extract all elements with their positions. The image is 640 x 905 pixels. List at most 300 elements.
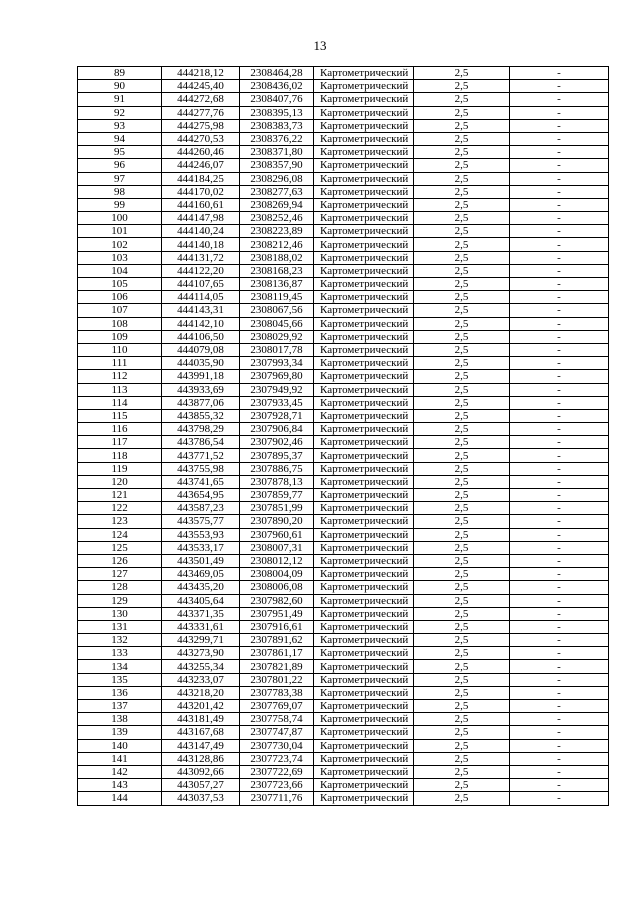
x-coordinate-cell: 444246,07	[162, 159, 240, 172]
description-cell: -	[510, 185, 609, 198]
x-coordinate-cell: 444147,98	[162, 212, 240, 225]
x-coordinate-cell: 444114,05	[162, 291, 240, 304]
point-number-cell: 101	[78, 225, 162, 238]
description-cell: -	[510, 726, 609, 739]
y-coordinate-cell: 2307886,75	[240, 462, 314, 475]
method-cell: Картометрический	[314, 620, 414, 633]
x-coordinate-cell: 443435,20	[162, 581, 240, 594]
point-number-cell: 113	[78, 383, 162, 396]
accuracy-cell: 2,5	[414, 383, 510, 396]
x-coordinate-cell: 443181,49	[162, 713, 240, 726]
point-number-cell: 120	[78, 475, 162, 488]
table-row	[78, 765, 609, 778]
x-coordinate-cell: 444106,50	[162, 330, 240, 343]
y-coordinate-cell: 2308269,94	[240, 198, 314, 211]
point-number-cell: 95	[78, 146, 162, 159]
accuracy-cell: 2,5	[414, 726, 510, 739]
method-cell: Картометрический	[314, 291, 414, 304]
table-row	[78, 594, 609, 607]
accuracy-cell: 2,5	[414, 291, 510, 304]
y-coordinate-cell: 2308395,13	[240, 106, 314, 119]
accuracy-cell: 2,5	[414, 752, 510, 765]
x-coordinate-cell: 443147,49	[162, 739, 240, 752]
description-cell: -	[510, 752, 609, 765]
method-cell: Картометрический	[314, 106, 414, 119]
point-number-cell: 132	[78, 634, 162, 647]
x-coordinate-cell: 443654,95	[162, 489, 240, 502]
method-cell: Картометрический	[314, 752, 414, 765]
x-coordinate-cell: 443218,20	[162, 686, 240, 699]
method-cell: Картометрический	[314, 686, 414, 699]
x-coordinate-cell: 443469,05	[162, 568, 240, 581]
y-coordinate-cell: 2307722,69	[240, 765, 314, 778]
point-number-cell: 138	[78, 713, 162, 726]
description-cell: -	[510, 396, 609, 409]
method-cell: Картометрический	[314, 67, 414, 80]
x-coordinate-cell: 443167,68	[162, 726, 240, 739]
point-number-cell: 107	[78, 304, 162, 317]
point-number-cell: 127	[78, 568, 162, 581]
accuracy-cell: 2,5	[414, 792, 510, 805]
accuracy-cell: 2,5	[414, 436, 510, 449]
accuracy-cell: 2,5	[414, 343, 510, 356]
description-cell: -	[510, 475, 609, 488]
y-coordinate-cell: 2307982,60	[240, 594, 314, 607]
method-cell: Картометрический	[314, 726, 414, 739]
point-number-cell: 133	[78, 647, 162, 660]
point-number-cell: 116	[78, 423, 162, 436]
method-cell: Картометрический	[314, 607, 414, 620]
description-cell: -	[510, 634, 609, 647]
x-coordinate-cell: 443405,64	[162, 594, 240, 607]
method-cell: Картометрический	[314, 119, 414, 132]
x-coordinate-cell: 443092,66	[162, 765, 240, 778]
method-cell: Картометрический	[314, 225, 414, 238]
x-coordinate-cell: 443877,06	[162, 396, 240, 409]
y-coordinate-cell: 2307723,74	[240, 752, 314, 765]
y-coordinate-cell: 2307878,13	[240, 475, 314, 488]
description-cell: -	[510, 409, 609, 422]
description-cell: -	[510, 383, 609, 396]
method-cell: Картометрический	[314, 739, 414, 752]
description-cell: -	[510, 159, 609, 172]
table-row	[78, 357, 609, 370]
description-cell: -	[510, 238, 609, 251]
accuracy-cell: 2,5	[414, 502, 510, 515]
point-number-cell: 121	[78, 489, 162, 502]
accuracy-cell: 2,5	[414, 449, 510, 462]
table-row	[78, 370, 609, 383]
table-row	[78, 185, 609, 198]
accuracy-cell: 2,5	[414, 370, 510, 383]
description-cell: -	[510, 343, 609, 356]
point-number-cell: 111	[78, 357, 162, 370]
y-coordinate-cell: 2308067,56	[240, 304, 314, 317]
y-coordinate-cell: 2307960,61	[240, 528, 314, 541]
table-row	[78, 462, 609, 475]
table-row	[78, 146, 609, 159]
description-cell: -	[510, 554, 609, 567]
x-coordinate-cell: 444160,61	[162, 198, 240, 211]
x-coordinate-cell: 443299,71	[162, 634, 240, 647]
method-cell: Картометрический	[314, 568, 414, 581]
description-cell: -	[510, 198, 609, 211]
point-number-cell: 106	[78, 291, 162, 304]
x-coordinate-cell: 444275,98	[162, 119, 240, 132]
y-coordinate-cell: 2307969,80	[240, 370, 314, 383]
accuracy-cell: 2,5	[414, 634, 510, 647]
point-number-cell: 118	[78, 449, 162, 462]
point-number-cell: 144	[78, 792, 162, 805]
table-row	[78, 119, 609, 132]
table-row	[78, 343, 609, 356]
point-number-cell: 108	[78, 317, 162, 330]
accuracy-cell: 2,5	[414, 673, 510, 686]
y-coordinate-cell: 2307769,07	[240, 700, 314, 713]
accuracy-cell: 2,5	[414, 251, 510, 264]
accuracy-cell: 2,5	[414, 620, 510, 633]
y-coordinate-cell: 2307747,87	[240, 726, 314, 739]
x-coordinate-cell: 443533,17	[162, 541, 240, 554]
table-row	[78, 673, 609, 686]
point-number-cell: 110	[78, 343, 162, 356]
y-coordinate-cell: 2308004,09	[240, 568, 314, 581]
method-cell: Картометрический	[314, 660, 414, 673]
point-number-cell: 96	[78, 159, 162, 172]
point-number-cell: 115	[78, 409, 162, 422]
description-cell: -	[510, 146, 609, 159]
y-coordinate-cell: 2308277,63	[240, 185, 314, 198]
description-cell: -	[510, 568, 609, 581]
description-cell: -	[510, 291, 609, 304]
description-cell: -	[510, 528, 609, 541]
point-number-cell: 104	[78, 264, 162, 277]
y-coordinate-cell: 2307891,62	[240, 634, 314, 647]
description-cell: -	[510, 660, 609, 673]
method-cell: Картометрический	[314, 462, 414, 475]
description-cell: -	[510, 119, 609, 132]
method-cell: Картометрический	[314, 594, 414, 607]
y-coordinate-cell: 2307928,71	[240, 409, 314, 422]
point-number-cell: 130	[78, 607, 162, 620]
table-row	[78, 93, 609, 106]
table-row	[78, 660, 609, 673]
y-coordinate-cell: 2307711,76	[240, 792, 314, 805]
method-cell: Картометрический	[314, 713, 414, 726]
y-coordinate-cell: 2307949,92	[240, 383, 314, 396]
point-number-cell: 141	[78, 752, 162, 765]
table-row	[78, 607, 609, 620]
y-coordinate-cell: 2307851,99	[240, 502, 314, 515]
y-coordinate-cell: 2308376,22	[240, 132, 314, 145]
accuracy-cell: 2,5	[414, 541, 510, 554]
description-cell: -	[510, 225, 609, 238]
table-row	[78, 159, 609, 172]
point-number-cell: 126	[78, 554, 162, 567]
description-cell: -	[510, 370, 609, 383]
accuracy-cell: 2,5	[414, 581, 510, 594]
point-number-cell: 134	[78, 660, 162, 673]
table-row	[78, 383, 609, 396]
point-number-cell: 117	[78, 436, 162, 449]
table-row	[78, 502, 609, 515]
y-coordinate-cell: 2307906,84	[240, 423, 314, 436]
method-cell: Картометрический	[314, 489, 414, 502]
description-cell: -	[510, 304, 609, 317]
method-cell: Картометрический	[314, 146, 414, 159]
table-row	[78, 541, 609, 554]
table-row	[78, 238, 609, 251]
point-number-cell: 103	[78, 251, 162, 264]
description-cell: -	[510, 515, 609, 528]
table-row	[78, 779, 609, 792]
method-cell: Картометрический	[314, 185, 414, 198]
point-number-cell: 92	[78, 106, 162, 119]
description-cell: -	[510, 765, 609, 778]
table-row	[78, 792, 609, 805]
x-coordinate-cell: 444140,24	[162, 225, 240, 238]
table-row	[78, 251, 609, 264]
x-coordinate-cell: 444131,72	[162, 251, 240, 264]
accuracy-cell: 2,5	[414, 67, 510, 80]
page-number: 13	[313, 38, 327, 53]
table-row	[78, 475, 609, 488]
y-coordinate-cell: 2308119,45	[240, 291, 314, 304]
method-cell: Картометрический	[314, 673, 414, 686]
table-row	[78, 278, 609, 291]
accuracy-cell: 2,5	[414, 462, 510, 475]
accuracy-cell: 2,5	[414, 146, 510, 159]
method-cell: Картометрический	[314, 396, 414, 409]
method-cell: Картометрический	[314, 357, 414, 370]
table-row	[78, 212, 609, 225]
point-number-cell: 99	[78, 198, 162, 211]
method-cell: Картометрический	[314, 541, 414, 554]
point-number-cell: 139	[78, 726, 162, 739]
method-cell: Картометрический	[314, 159, 414, 172]
point-number-cell: 137	[78, 700, 162, 713]
description-cell: -	[510, 462, 609, 475]
x-coordinate-cell: 443057,27	[162, 779, 240, 792]
y-coordinate-cell: 2307916,61	[240, 620, 314, 633]
y-coordinate-cell: 2308006,08	[240, 581, 314, 594]
table-row	[78, 686, 609, 699]
accuracy-cell: 2,5	[414, 238, 510, 251]
table-row	[78, 449, 609, 462]
accuracy-cell: 2,5	[414, 159, 510, 172]
method-cell: Картометрический	[314, 634, 414, 647]
y-coordinate-cell: 2307730,04	[240, 739, 314, 752]
method-cell: Картометрический	[314, 330, 414, 343]
method-cell: Картометрический	[314, 278, 414, 291]
y-coordinate-cell: 2307933,45	[240, 396, 314, 409]
description-cell: -	[510, 620, 609, 633]
y-coordinate-cell: 2307758,74	[240, 713, 314, 726]
y-coordinate-cell: 2308371,80	[240, 146, 314, 159]
x-coordinate-cell: 443741,65	[162, 475, 240, 488]
accuracy-cell: 2,5	[414, 185, 510, 198]
y-coordinate-cell: 2307861,17	[240, 647, 314, 660]
x-coordinate-cell: 443331,61	[162, 620, 240, 633]
description-cell: -	[510, 541, 609, 554]
y-coordinate-cell: 2308168,23	[240, 264, 314, 277]
table-row	[78, 713, 609, 726]
x-coordinate-cell: 443037,53	[162, 792, 240, 805]
point-number-cell: 143	[78, 779, 162, 792]
accuracy-cell: 2,5	[414, 132, 510, 145]
method-cell: Картометрический	[314, 370, 414, 383]
method-cell: Картометрический	[314, 198, 414, 211]
point-number-cell: 128	[78, 581, 162, 594]
y-coordinate-cell: 2308029,92	[240, 330, 314, 343]
x-coordinate-cell: 444142,10	[162, 317, 240, 330]
table-row	[78, 304, 609, 317]
description-cell: -	[510, 779, 609, 792]
x-coordinate-cell: 443587,23	[162, 502, 240, 515]
y-coordinate-cell: 2308045,66	[240, 317, 314, 330]
point-number-cell: 119	[78, 462, 162, 475]
x-coordinate-cell: 443128,86	[162, 752, 240, 765]
method-cell: Картометрический	[314, 383, 414, 396]
x-coordinate-cell: 443771,52	[162, 449, 240, 462]
y-coordinate-cell: 2308383,73	[240, 119, 314, 132]
coordinates-table-body	[78, 67, 609, 806]
accuracy-cell: 2,5	[414, 423, 510, 436]
point-number-cell: 140	[78, 739, 162, 752]
accuracy-cell: 2,5	[414, 528, 510, 541]
method-cell: Картометрический	[314, 343, 414, 356]
point-number-cell: 89	[78, 67, 162, 80]
accuracy-cell: 2,5	[414, 554, 510, 567]
point-number-cell: 94	[78, 132, 162, 145]
x-coordinate-cell: 444143,31	[162, 304, 240, 317]
point-number-cell: 135	[78, 673, 162, 686]
y-coordinate-cell: 2308012,12	[240, 554, 314, 567]
x-coordinate-cell: 443255,34	[162, 660, 240, 673]
accuracy-cell: 2,5	[414, 304, 510, 317]
x-coordinate-cell: 443933,69	[162, 383, 240, 396]
coordinates-table	[77, 66, 609, 806]
accuracy-cell: 2,5	[414, 686, 510, 699]
method-cell: Картометрический	[314, 765, 414, 778]
y-coordinate-cell: 2307821,89	[240, 660, 314, 673]
method-cell: Картометрический	[314, 554, 414, 567]
y-coordinate-cell: 2308136,87	[240, 278, 314, 291]
point-number-cell: 136	[78, 686, 162, 699]
point-number-cell: 131	[78, 620, 162, 633]
x-coordinate-cell: 443273,90	[162, 647, 240, 660]
accuracy-cell: 2,5	[414, 489, 510, 502]
accuracy-cell: 2,5	[414, 212, 510, 225]
x-coordinate-cell: 444272,68	[162, 93, 240, 106]
description-cell: -	[510, 80, 609, 93]
table-row	[78, 80, 609, 93]
y-coordinate-cell: 2308017,78	[240, 343, 314, 356]
method-cell: Картометрический	[314, 423, 414, 436]
method-cell: Картометрический	[314, 436, 414, 449]
table-row	[78, 700, 609, 713]
accuracy-cell: 2,5	[414, 317, 510, 330]
y-coordinate-cell: 2308252,46	[240, 212, 314, 225]
accuracy-cell: 2,5	[414, 198, 510, 211]
description-cell: -	[510, 647, 609, 660]
x-coordinate-cell: 443201,42	[162, 700, 240, 713]
description-cell: -	[510, 713, 609, 726]
y-coordinate-cell: 2307895,37	[240, 449, 314, 462]
description-cell: -	[510, 739, 609, 752]
y-coordinate-cell: 2307783,38	[240, 686, 314, 699]
accuracy-cell: 2,5	[414, 93, 510, 106]
x-coordinate-cell: 444107,65	[162, 278, 240, 291]
x-coordinate-cell: 443233,07	[162, 673, 240, 686]
method-cell: Картометрический	[314, 80, 414, 93]
table-row	[78, 581, 609, 594]
table-row	[78, 67, 609, 80]
accuracy-cell: 2,5	[414, 278, 510, 291]
point-number-cell: 91	[78, 93, 162, 106]
y-coordinate-cell: 2307993,34	[240, 357, 314, 370]
description-cell: -	[510, 594, 609, 607]
description-cell: -	[510, 330, 609, 343]
accuracy-cell: 2,5	[414, 475, 510, 488]
method-cell: Картометрический	[314, 238, 414, 251]
method-cell: Картометрический	[314, 700, 414, 713]
table-row	[78, 396, 609, 409]
x-coordinate-cell: 443501,49	[162, 554, 240, 567]
description-cell: -	[510, 686, 609, 699]
accuracy-cell: 2,5	[414, 660, 510, 673]
table-row	[78, 739, 609, 752]
table-row	[78, 489, 609, 502]
method-cell: Картометрический	[314, 792, 414, 805]
description-cell: -	[510, 106, 609, 119]
description-cell: -	[510, 264, 609, 277]
x-coordinate-cell: 443991,18	[162, 370, 240, 383]
description-cell: -	[510, 212, 609, 225]
description-cell: -	[510, 132, 609, 145]
point-number-cell: 142	[78, 765, 162, 778]
y-coordinate-cell: 2307890,20	[240, 515, 314, 528]
table-row	[78, 554, 609, 567]
table-row	[78, 647, 609, 660]
table-row	[78, 528, 609, 541]
accuracy-cell: 2,5	[414, 739, 510, 752]
x-coordinate-cell: 443553,93	[162, 528, 240, 541]
x-coordinate-cell: 443755,98	[162, 462, 240, 475]
method-cell: Картометрический	[314, 172, 414, 185]
method-cell: Картометрический	[314, 317, 414, 330]
accuracy-cell: 2,5	[414, 779, 510, 792]
method-cell: Картометрический	[314, 515, 414, 528]
x-coordinate-cell: 444218,12	[162, 67, 240, 80]
description-cell: -	[510, 792, 609, 805]
table-row	[78, 106, 609, 119]
accuracy-cell: 2,5	[414, 765, 510, 778]
y-coordinate-cell: 2307951,49	[240, 607, 314, 620]
table-row	[78, 436, 609, 449]
y-coordinate-cell: 2308296,08	[240, 172, 314, 185]
description-cell: -	[510, 67, 609, 80]
method-cell: Картометрический	[314, 581, 414, 594]
table-row	[78, 198, 609, 211]
x-coordinate-cell: 443798,29	[162, 423, 240, 436]
x-coordinate-cell: 444122,20	[162, 264, 240, 277]
table-row	[78, 423, 609, 436]
description-cell: -	[510, 449, 609, 462]
point-number-cell: 105	[78, 278, 162, 291]
accuracy-cell: 2,5	[414, 225, 510, 238]
point-number-cell: 122	[78, 502, 162, 515]
